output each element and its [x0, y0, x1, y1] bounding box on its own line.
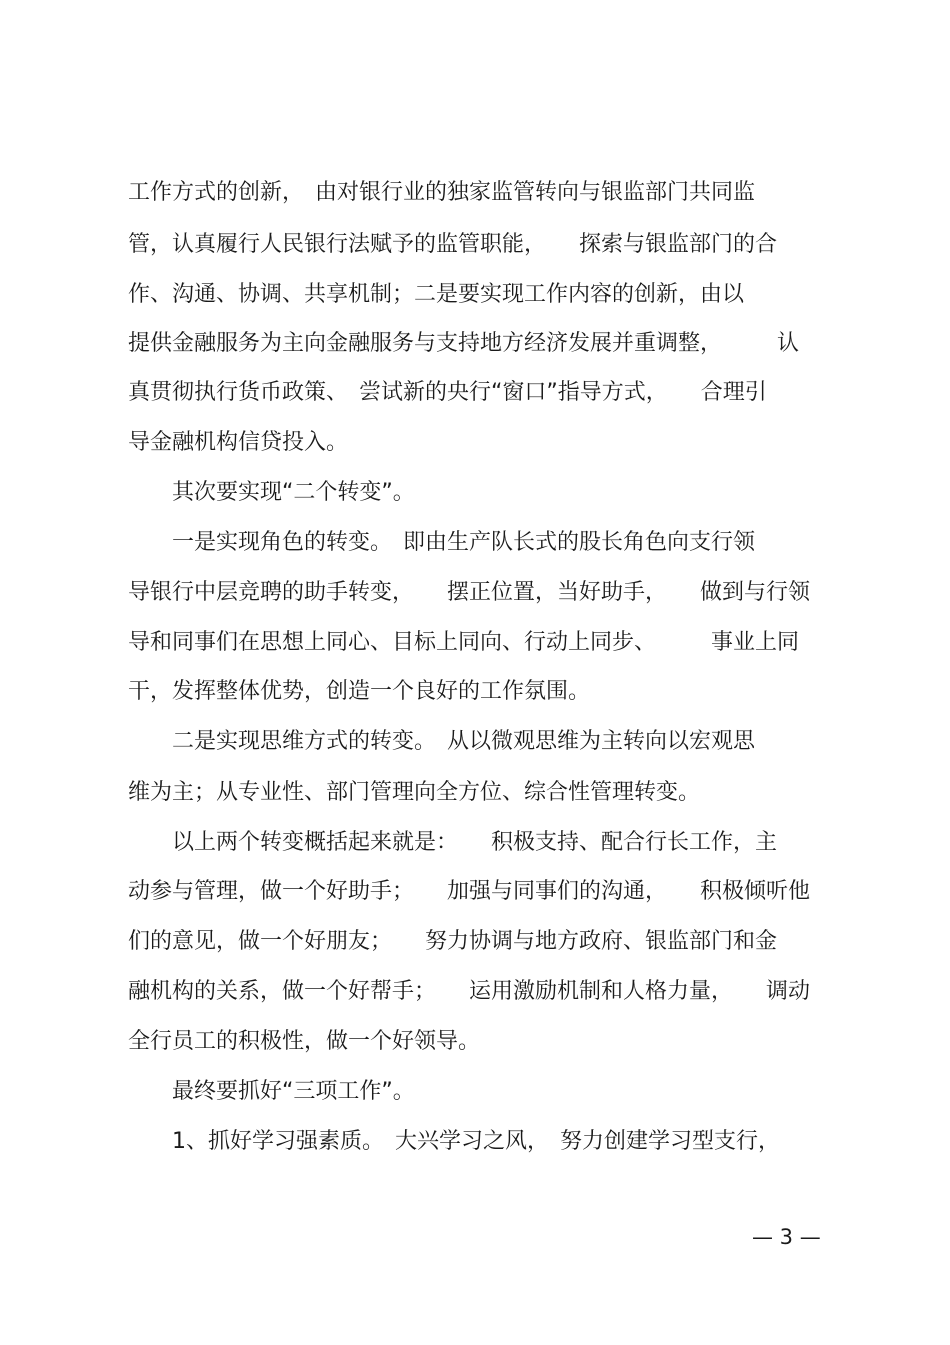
text-line: 全行员工的积极性，做一个好领导。 — [128, 1029, 481, 1054]
text-line: 们的意见，做一个好朋友； 努力协调与地方政府、银监部门和金 — [128, 929, 778, 954]
section-heading: 最终要抓好“三项工作”。 — [128, 1079, 415, 1104]
text-line: 提供金融服务为主向金融服务与支持地方经济发展并重调整， 认 — [128, 331, 800, 356]
section-heading: 其次要实现“二个转变”。 — [128, 480, 415, 505]
text-line: 导银行中层竞聘的助手转变， 摆正位置，当好助手， 做到与行领 — [128, 580, 811, 605]
text-line: 1、抓好学习强素质。 大兴学习之风， 努力创建学习型支行， — [128, 1129, 780, 1154]
text-line: 动参与管理，做一个好助手； 加强与同事们的沟通， 积极倾听他 — [128, 879, 811, 904]
text-line: 二是实现思维方式的转变。 从以微观思维为主转向以宏观思 — [128, 729, 756, 754]
text-line: 工作方式的创新， 由对银行业的独家监管转向与银监部门共同监 — [128, 180, 756, 205]
text-line: 导金融机构信贷投入。 — [128, 430, 349, 455]
text-line: 干，发挥整体优势，创造一个良好的工作氛围。 — [128, 679, 591, 704]
text-line: 作、沟通、协调、共享机制；二是要实现工作内容的创新，由以 — [128, 282, 745, 307]
text-line: 一是实现角色的转变。 即由生产队长式的股长角色向支行领 — [128, 530, 756, 555]
text-line: 维为主；从专业性、部门管理向全方位、综合性管理转变。 — [128, 780, 701, 805]
text-line: 融机构的关系，做一个好帮手； 运用激励机制和人格力量， 调动 — [128, 979, 811, 1004]
text-line: 导和同事们在思想上同心、目标上同向、行动上同步、 事业上同 — [128, 630, 800, 655]
text-line: 真贯彻执行货币政策、 尝试新的央行“窗口”指导方式， 合理引 — [128, 380, 767, 405]
text-line: 以上两个转变概括起来就是： 积极支持、配合行长工作，主 — [128, 830, 778, 855]
page-number: — 3 — — [752, 1225, 821, 1249]
text-line: 管，认真履行人民银行法赋予的监管职能， 探索与银监部门的合 — [128, 232, 778, 257]
